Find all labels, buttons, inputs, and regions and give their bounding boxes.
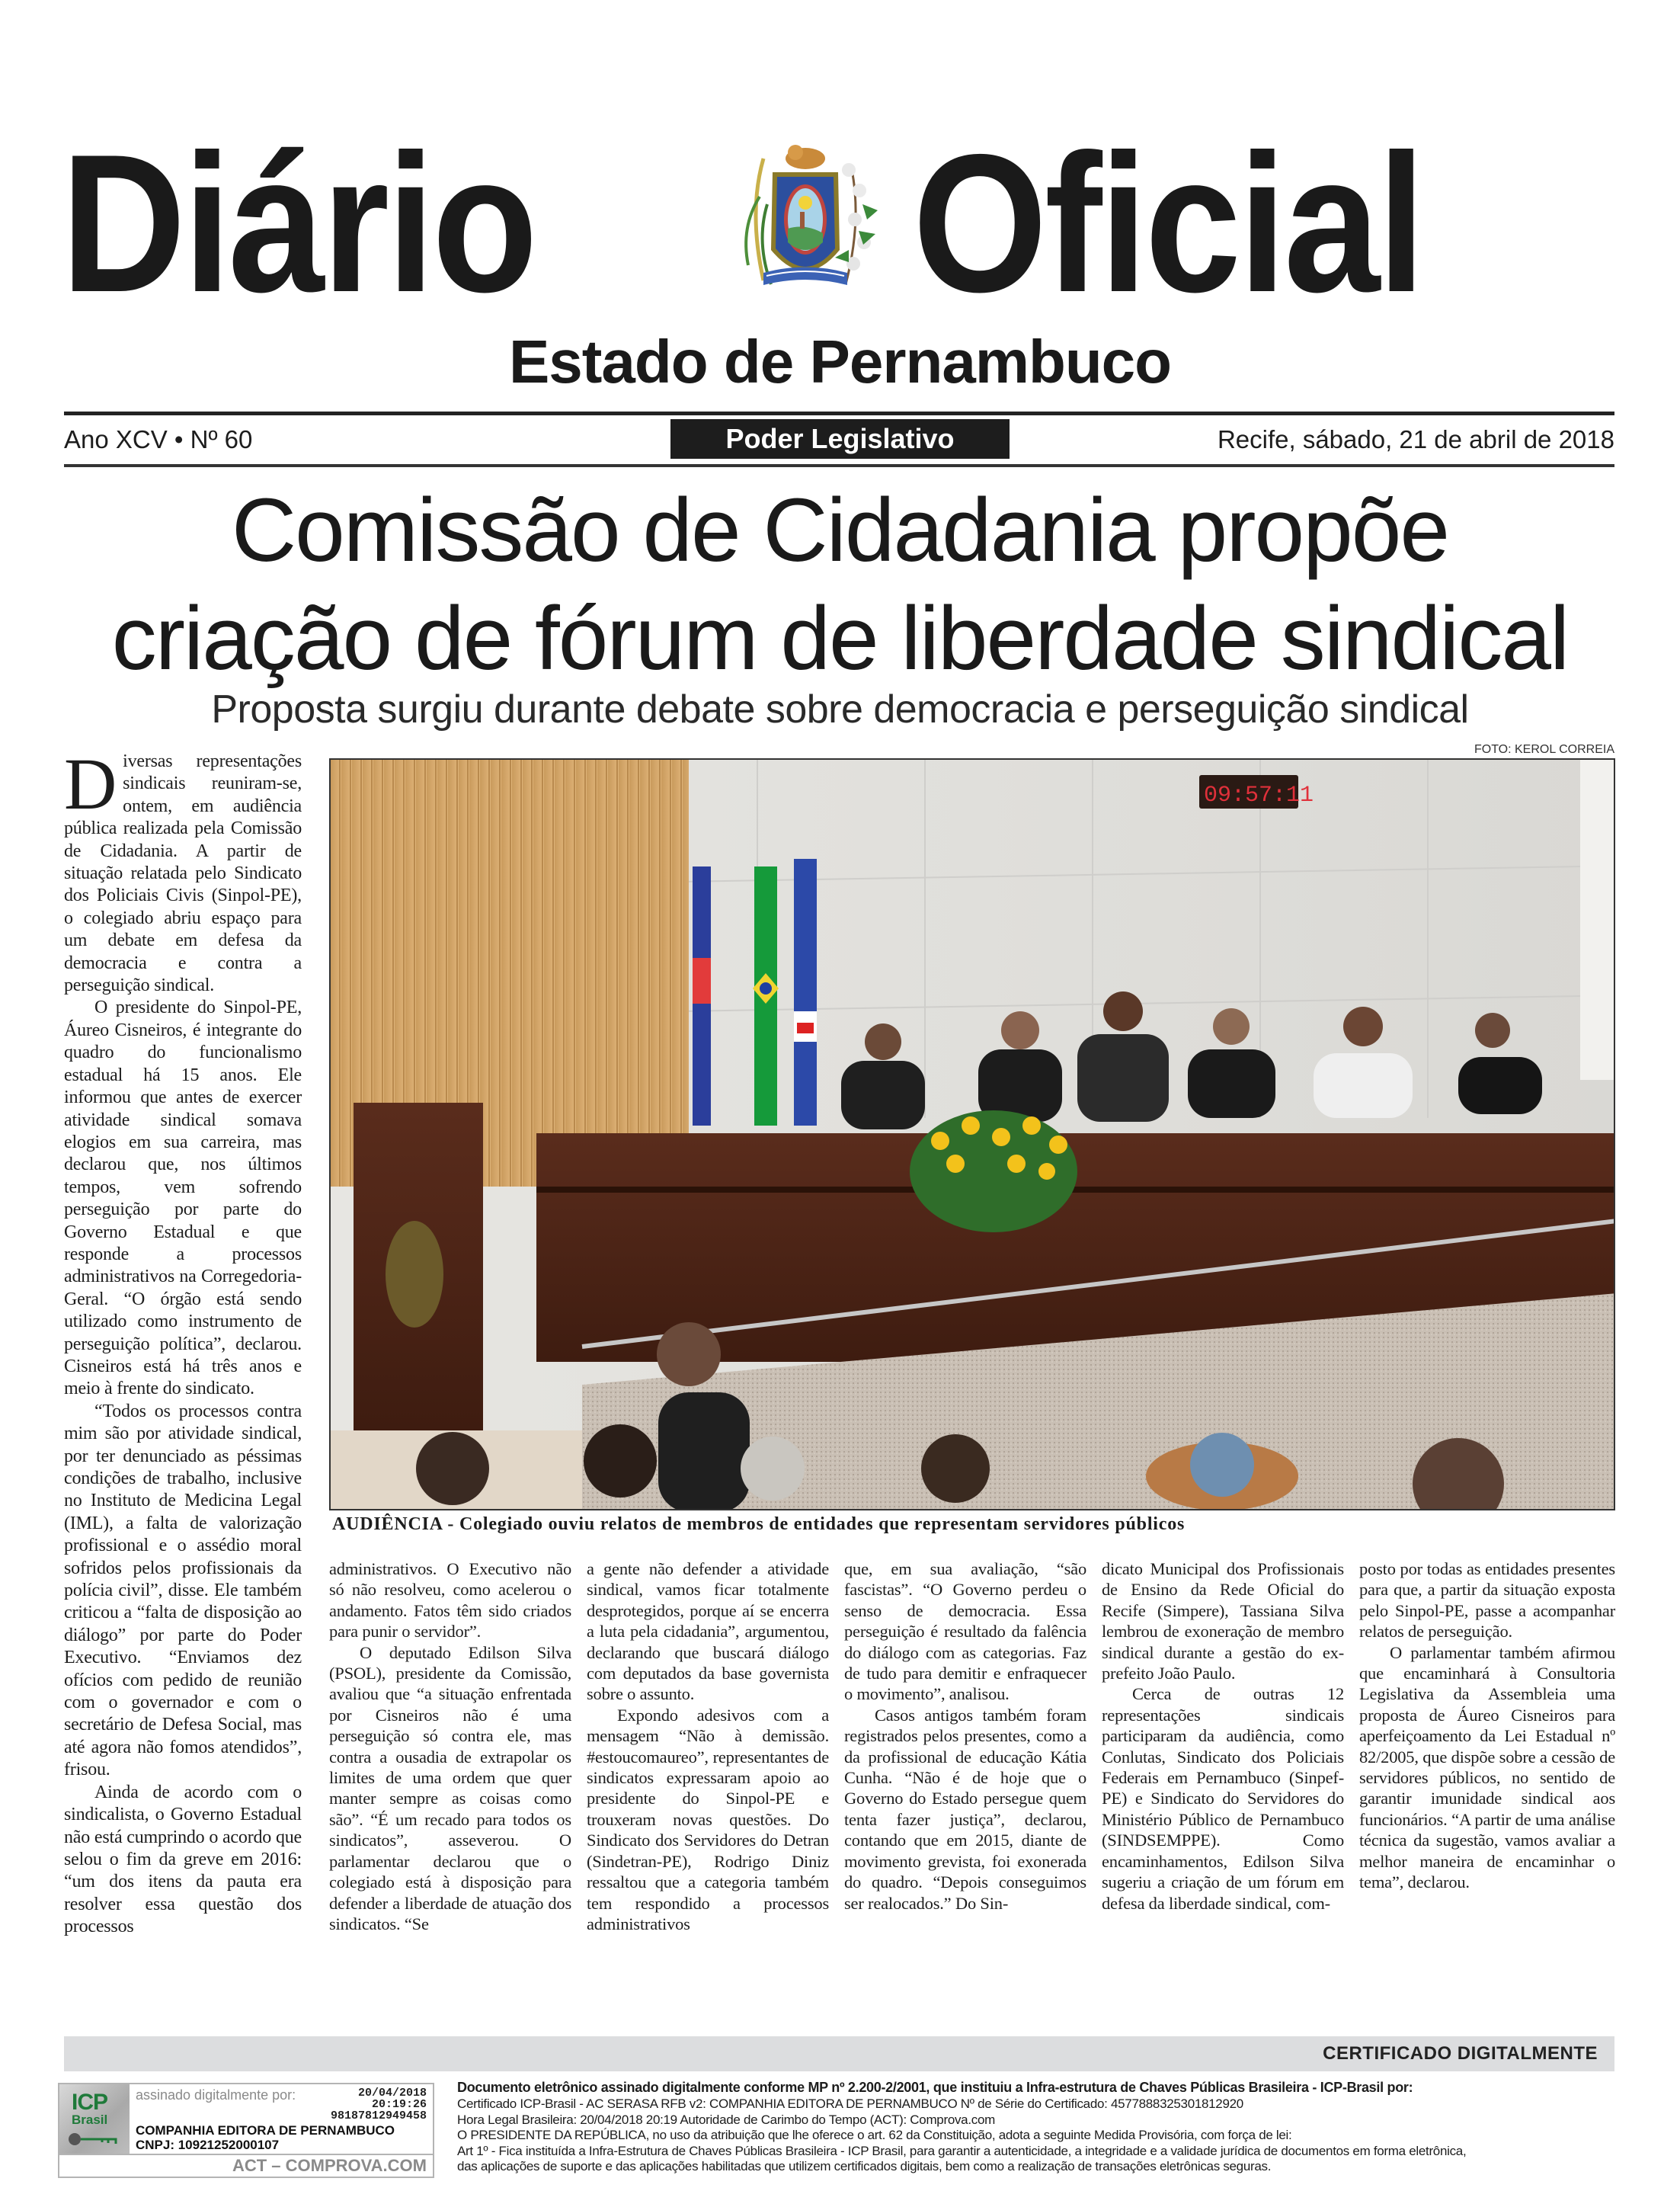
article-column-3	[587, 1558, 829, 1934]
signer-cnpj: CNPJ: 10921252000107	[136, 2138, 280, 2152]
signer-company: COMPANHIA EDITORA DE PERNAMBUCO	[136, 2123, 395, 2138]
paragraph: O parlamentar também afirmou que encaminhará à Consultoria Legislativa da Assembleia uma proposta de Áureo Cisneiros para aperfeiçoamento da Lei Estadual nº 82/2005, que dispõe sobre a cessão de servidores públicos, no sentido de garantir imunidade sindical aos funcionários. “A partir de uma análise técnica da sugestão, vamos avaliar a melhor maneira de encaminhar o tema”, declarou.	[1359, 1642, 1615, 1892]
paragraph: que, em sua avaliação, “são fascistas”. “O Governo perdeu o senso de democracia. Essa perseguição é resultado da falência do diálogo com as categorias. Faz de tudo para demitir e enfraquecer o movimento”, analisou.	[844, 1559, 1086, 1704]
legal-line: Hora Legal Brasileira: 20/04/2018 20:19 Autoridade de Carimbo do Tempo (ACT): Comprova.com	[457, 2112, 995, 2127]
paragraph: administrativos. O Executivo não só não resolveu, como acelerou o andamento. Fatos têm sido criados para punir o servidor”.	[329, 1559, 571, 1642]
header-rule-top	[64, 412, 1614, 415]
headline-line-1: Comissão de Cidadania propõe	[231, 480, 1449, 581]
paragraph-text: iversas representações sindicais reuniram-se, ontem, em audiência pública realizada pela Comissão de Cidadania. A partir de situação relatada pelo Sindicato dos Policiais Civis (Sinpol-PE), o colegiado abriu espaço para um debate em defesa da democracia e contra a perseguição sindical.	[64, 751, 302, 996]
dropcap: D	[64, 743, 117, 825]
header-rule-bottom	[64, 464, 1614, 467]
stamp-divider	[59, 2154, 433, 2155]
issue-date: Recife, sábado, 21 de abril de 2018	[1217, 425, 1614, 453]
signed-label: assinado digitalmente por:	[136, 2087, 296, 2103]
paragraph: O presidente do Sinpol-PE, Áureo Cisneiros, é integrante do quadro do funcionalismo estadual há 15 anos. Ele informou que antes de exercer atividade sindical somava elogios em sua carreira, mas declarou que, nos últimos tempos, vem sofrendo perseguição por parte do Governo Estadual e que responde a processos administrativos na Corregedoria-Geral. “O órgão está sendo utilizado como instrumento de perseguição política”, declarou. Cisneiros está há três anos e meio à frente do sindicato.	[64, 998, 302, 1399]
masthead-title-left: Diário	[61, 113, 536, 333]
article-column-4	[844, 1558, 1086, 1914]
legal-line: O PRESIDENTE DA REPÚBLICA, no uso da atribuição que lhe oferece o art. 62 da Constituição, adota a seguinte Medida Provisória, com força de lei:	[457, 2128, 1292, 2142]
photo-caption: AUDIÊNCIA - Colegiado ouviu relatos de membros de entidades que representam servidores públicos	[332, 1514, 1186, 1534]
icp-logo-text: ICP	[72, 2090, 108, 2115]
paragraph: O deputado Edilson Silva (PSOL), presidente da Comissão, avaliou que “a situação enfrentada por Cisneiros não é uma perseguição só contra ele, mas contra a ousadia de extrapolar os limites de uma ordem que quer manter sempre as coisas como são”. “É um recado para todos os sindicatos”, asseverou. O parlamentar declarou que o colegiado está à disposição para defender a liberdade de atuação dos sindicatos. “Se	[329, 1642, 571, 1933]
headline	[46, 476, 1634, 693]
signature-datetime	[331, 2087, 427, 2122]
coat-of-arms-icon	[718, 136, 893, 303]
paragraph: posto por todas as entidades presentes para que, a partir da situação exposta pelo Sinpol-PE, passe a acompanhar relatos de perseguição.	[1359, 1559, 1615, 1642]
masthead-title-right: Oficial	[913, 113, 1423, 333]
icp-brasil-logo	[59, 2084, 130, 2154]
act-label: ACT – COMPROVA.COM	[232, 2156, 427, 2175]
photo-credit: FOTO: KEROL CORREIA	[1474, 743, 1614, 756]
paragraph	[64, 743, 302, 997]
certificate-banner	[64, 2036, 1614, 2071]
paragraph: Expondo adesivos com a mensagem “Não à demissão. #estoucomaureo”, representantes de sindicatos expressaram apoio ao presidente do Sinpol-PE e trouxeram novas questões. Do Sindicato dos Servidores do Detran (Sindetran-PE), Rodrigo Diniz ressaltou que a categoria também tem respondido a processos administrativos	[587, 1705, 829, 1933]
deck: Proposta surgiu durante debate sobre democracia e perseguição sindical	[211, 687, 1469, 732]
paragraph: a gente não defender a atividade sindical, vamos ficar totalmente desprotegidos, porque aí se encerra a luta pela cidadania”, argumentou, declarando que buscará diálogo com deputados da base governista sobre o assunto.	[587, 1559, 829, 1704]
headline-line-2: criação de fórum de liberdade sindical	[111, 588, 1569, 689]
paragraph: Casos antigos também foram registrados pelos presentes, como a da profissional de educação Kátia Cunha. “Não é de hoje que o Governo do Estado persegue quem tenta fazer justiça”, declarou, contando que em 2015, diante de movimento grevista, foi exonerada do quadro. “Depois conseguimos ser realocados.” Do Sin-	[844, 1705, 1086, 1913]
legal-notice	[457, 2079, 1615, 2175]
photo-clock: 09:57:11	[1204, 783, 1314, 809]
digital-signature-stamp	[58, 2083, 434, 2178]
masthead-state: Estado de Pernambuco	[508, 328, 1172, 396]
paragraph: Cerca de outras 12 representações sindicais participaram da audiência, como Conlutas, Sindicato dos Policiais Federais em Pernambuco (Sinpef-PE) e Sindicato do Servidores do Ministério Público de Pernambuco (SINDSEMPPE). Como encaminhamentos, Edilson Silva sugeriu a criação de um fórum em defesa da liberdade sindical, com-	[1102, 1684, 1344, 1913]
legal-line: Certificado ICP-Brasil - AC SERASA RFB v2: COMPANHIA EDITORA DE PERNAMBUCO Nº de Série do Certificado: 4577888325301812920	[457, 2097, 1243, 2111]
article-column-6	[1359, 1558, 1615, 1893]
article-column-2	[329, 1558, 571, 1934]
signature-time: 20:19:26	[371, 2098, 427, 2111]
key-icon	[67, 2130, 120, 2148]
legal-line: Art 1º - Fica instituída a Infra-Estrutura de Chaves Públicas Brasileira - ICP Brasil, para garantir a autenticidade, a integridade e a validade jurídica de documentos em forma eletrônica,	[457, 2143, 1467, 2158]
article-column-1	[64, 743, 302, 2027]
paragraph: Ainda de acordo com o sindicalista, o Governo Estadual não está cumprindo o acordo que selou o fim da greve em 2016: “um dos itens da pauta era resolver essa questão dos processos	[64, 1782, 302, 1937]
certificate-banner-label: CERTIFICADO DIGITALMENTE	[1323, 2043, 1598, 2064]
legal-line: Documento eletrônico assinado digitalmente conforme MP nº 2.200-2/2001, que instituiu a Infra-estrutura de Chaves Públicas Brasileira - ICP-Brasil por:	[457, 2080, 1413, 2095]
signature-date: 20/04/2018	[357, 2087, 427, 2100]
article-photo	[329, 758, 1615, 1510]
article-column-5	[1102, 1558, 1344, 1914]
signature-serial: 98187812949458	[330, 2109, 427, 2122]
paragraph: dicato Municipal dos Profissionais de Ensino da Rede Oficial do Recife (Simpere), Tassiana Silva lembrou de exoneração de membro sindical durante a gestão do ex-prefeito João Paulo.	[1102, 1559, 1344, 1683]
icp-logo-subtext: Brasil	[72, 2113, 108, 2127]
legal-line: das aplicações de suporte e das aplicações habilitadas que utilizem certificados digitais, bem como a realização de transações eletrônicas seguras.	[457, 2159, 1272, 2173]
section-badge: Poder Legislativo	[670, 419, 1010, 459]
paragraph: “Todos os processos contra mim são por atividade sindical, por ter denunciado as péssimas condições de trabalho, inclusive no Instituto de Medicina Legal (IML), a falta de valorização profissional e o assédio moral sofridos pelos profissionais da polícia civil”, disse. Ele também criticou a “falta de disposição ao diálogo” por parte do Poder Executivo. “Enviamos dez ofícios com pedido de reunião com o governador e com o secretário de Defesa Social, mas até agora não fomos atendidos”, frisou.	[64, 1401, 302, 1780]
edition-number: Ano XCV • Nº 60	[64, 425, 253, 453]
